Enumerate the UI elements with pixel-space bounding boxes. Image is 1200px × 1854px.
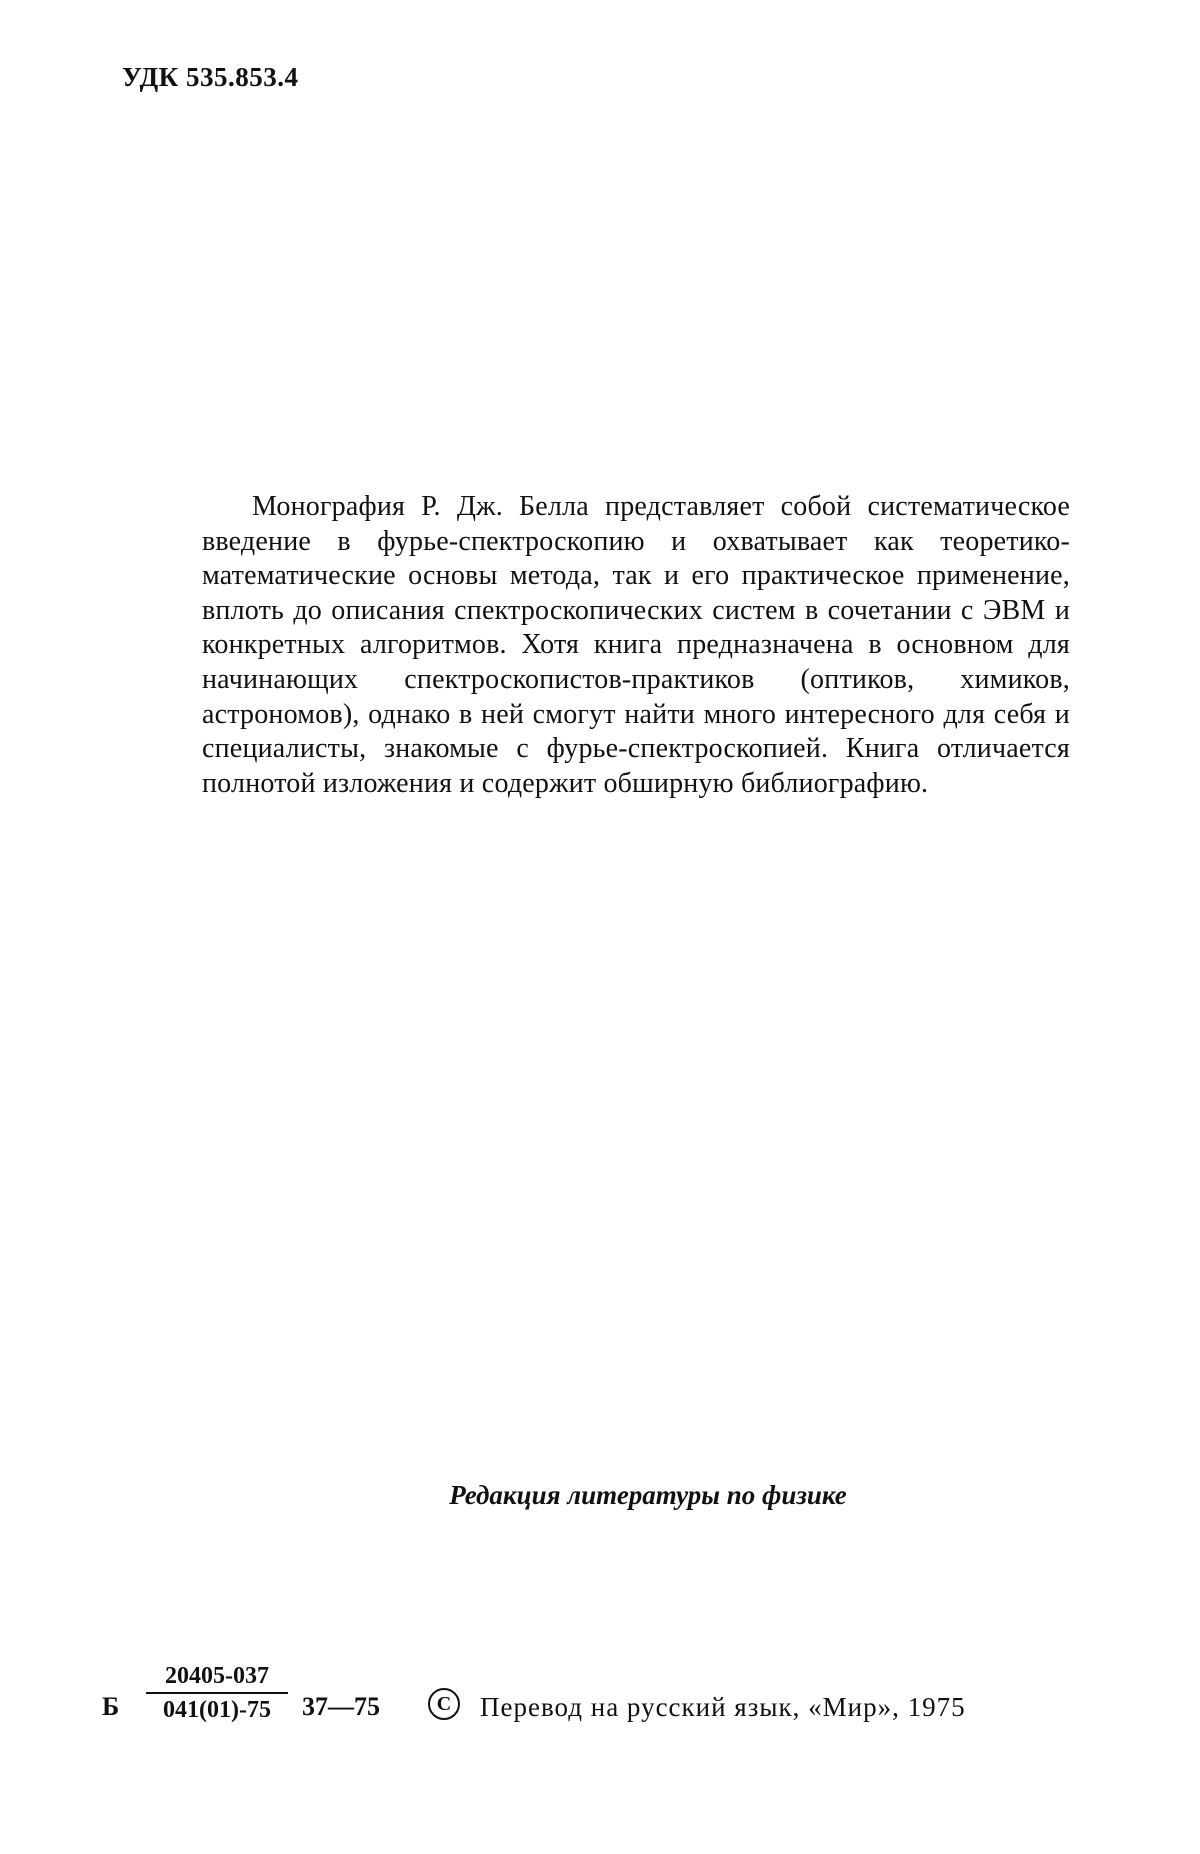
imprint-denominator: 041(01)-75	[163, 1697, 271, 1723]
copyright-notice: Перевод на русский язык, «Мир», 1975	[480, 1692, 966, 1722]
imprint-numerator: 20405-037	[165, 1663, 269, 1689]
copyright-symbol: C	[436, 1693, 452, 1715]
imprint-letter: Б	[102, 1692, 120, 1721]
editorial-office-text: Редакция литературы по физике	[449, 1480, 847, 1510]
udc-code: УДК 535.853.4	[122, 62, 299, 92]
editorial-office-line	[0, 1480, 1200, 1511]
abstract-paragraph: Монография Р. Дж. Белла представляет собой систематическое введение в фурье-спектроскопию и охватывает как теоретико-математические основы метода, так и его практическое применение, вплоть до описания спектроскопических систем в сочетании с ЭВМ и конкретных алгоритмов. Хотя книга предназначена в основном для начинающих спектроскопистов-практиков (оптиков, химиков, астрономов), однако в ней смогут найти много интересного для себя и специалисты, знакомые с фурье-спектроскопией. Книга отличается полнотой изложения и содержит обширную библиографию.	[202, 491, 1070, 799]
imprint-block	[102, 1662, 1102, 1742]
copyright-icon	[428, 1688, 460, 1720]
imprint-fraction	[146, 1662, 288, 1724]
imprint-code: 37—75	[302, 1692, 380, 1721]
